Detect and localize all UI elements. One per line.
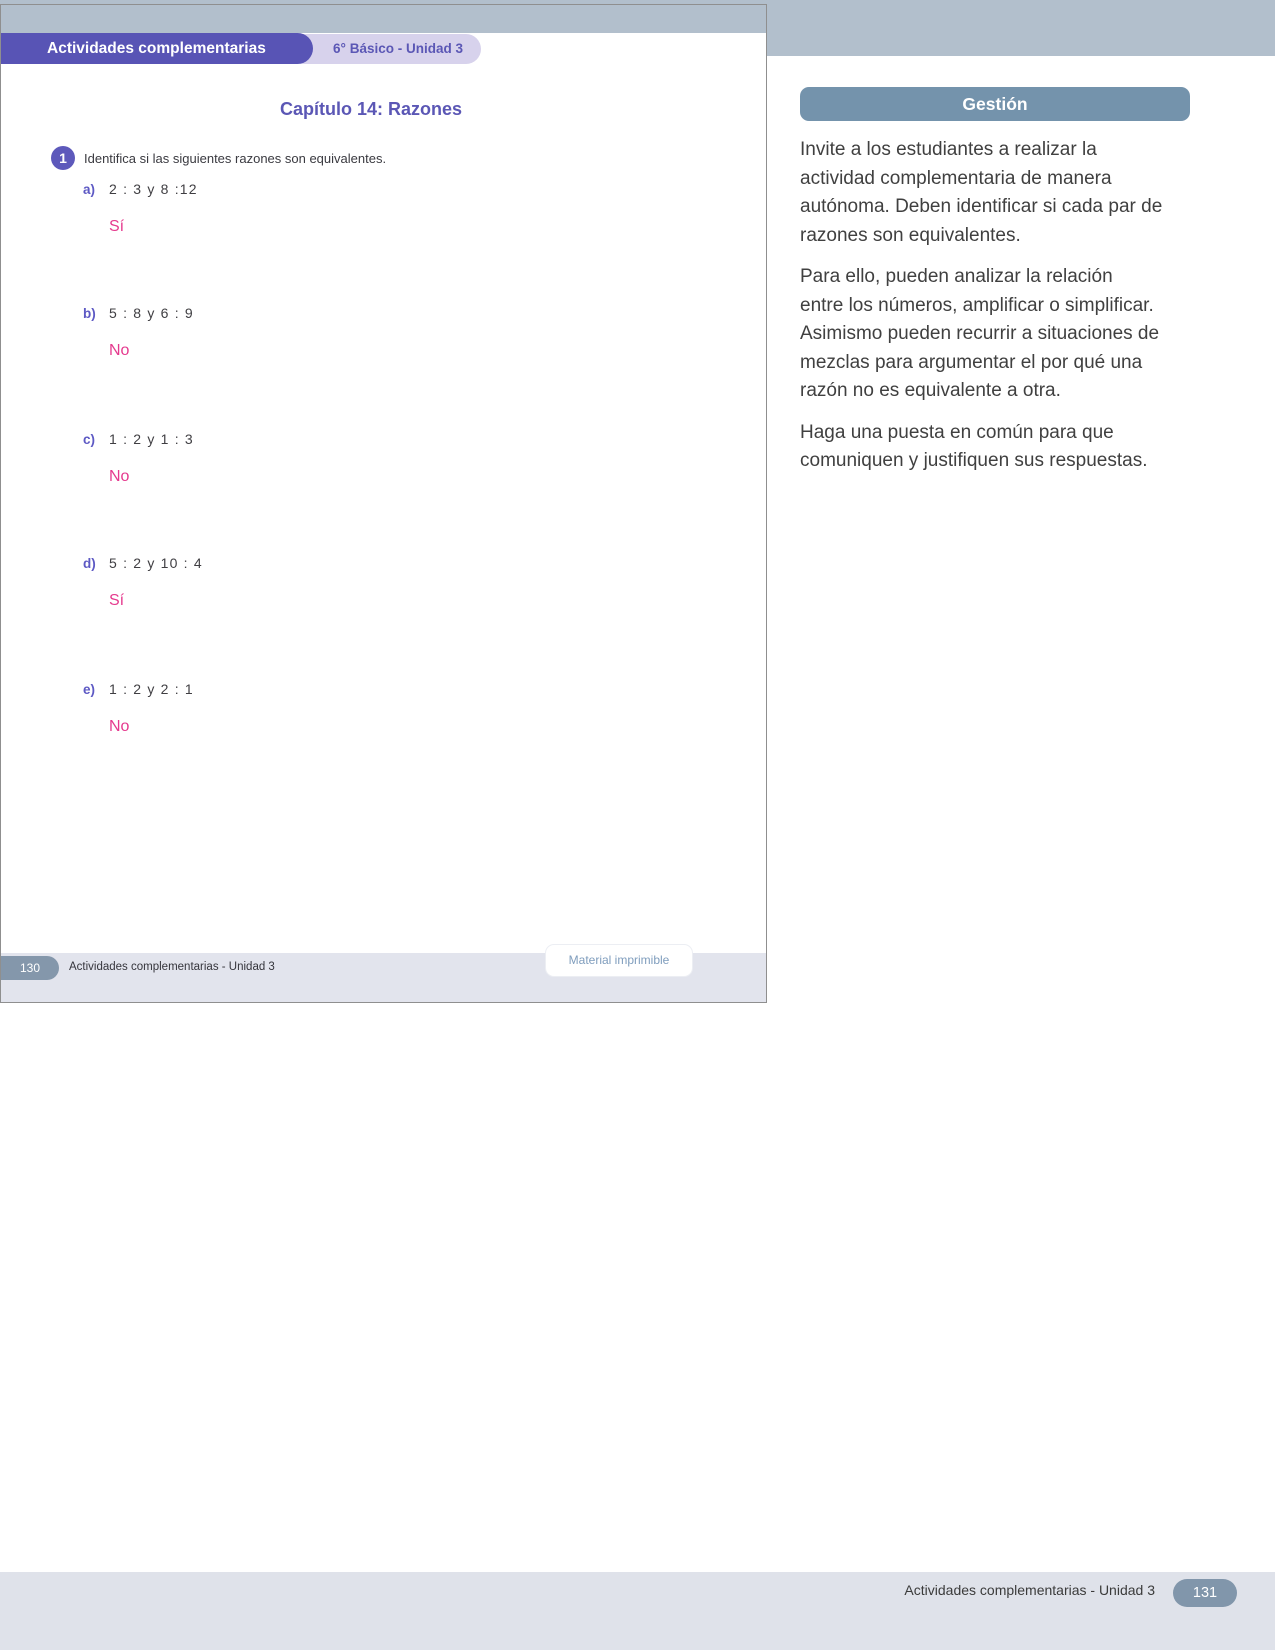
exercise-header <box>51 146 386 170</box>
worksheet-page-number: 130 <box>1 956 59 980</box>
worksheet-footer <box>1 953 766 1002</box>
worksheet-page <box>0 4 767 1003</box>
list-item <box>83 305 194 321</box>
exercise-number-badge: 1 <box>51 146 75 170</box>
grade-unit-pill: 6° Básico - Unidad 3 <box>289 34 481 64</box>
item-label: c) <box>83 432 96 447</box>
teacher-notes <box>800 136 1200 489</box>
page-footer-bar <box>0 1572 1275 1650</box>
worksheet-footer-label: Actividades complementarias - Unidad 3 <box>69 961 275 973</box>
list-item <box>83 555 203 571</box>
item-label: b) <box>83 306 96 321</box>
chapter-title: Capítulo 14: Razones <box>279 99 463 119</box>
ratio-pair: 5 : 2 y 10 : 4 <box>109 555 203 571</box>
answer-text: No <box>109 718 130 735</box>
teacher-note-paragraph: Haga una puesta en común para que comuniquen y justifiquen sus respuestas. <box>800 421 1148 471</box>
answer-text: Sí <box>109 218 125 235</box>
printable-material-tab: Material imprimible <box>546 945 692 976</box>
answer-text: No <box>109 468 130 485</box>
answer-text: No <box>109 342 130 359</box>
answer-text: Sí <box>109 592 125 609</box>
page-number-badge: 131 <box>1173 1579 1237 1607</box>
list-item <box>83 181 198 197</box>
item-label: a) <box>83 182 96 197</box>
page-footer-label: Actividades complementarias - Unidad 3 <box>904 1582 1155 1598</box>
ratio-pair: 1 : 2 y 1 : 3 <box>109 431 194 447</box>
teacher-note-paragraph: Para ello, pueden analizar la relación entre los números, amplificar o simplificar. Asimismo pueden recurrir a situaciones de mezclas para argumentar el por qué una razón no es equivalente a otra. <box>800 266 1160 401</box>
list-item <box>83 681 194 697</box>
worksheet-top-strip <box>1 5 766 33</box>
management-section-header: Gestión <box>800 87 1190 121</box>
item-label: e) <box>83 682 96 697</box>
ratio-pair: 1 : 2 y 2 : 1 <box>109 681 194 697</box>
teacher-note-paragraph: Invite a los estudiantes a realizar la actividad complementaria de manera autónoma. Deben identificar si cada par de razones son equivalentes. <box>800 139 1163 246</box>
item-label: d) <box>83 556 96 571</box>
exercise-prompt: Identifica si las siguientes razones son equivalentes. <box>84 150 387 166</box>
list-item <box>83 431 194 447</box>
ratio-pair: 5 : 8 y 6 : 9 <box>109 305 194 321</box>
ratio-pair: 2 : 3 y 8 :12 <box>109 181 198 197</box>
worksheet-header-badge: Actividades complementarias <box>1 33 313 64</box>
